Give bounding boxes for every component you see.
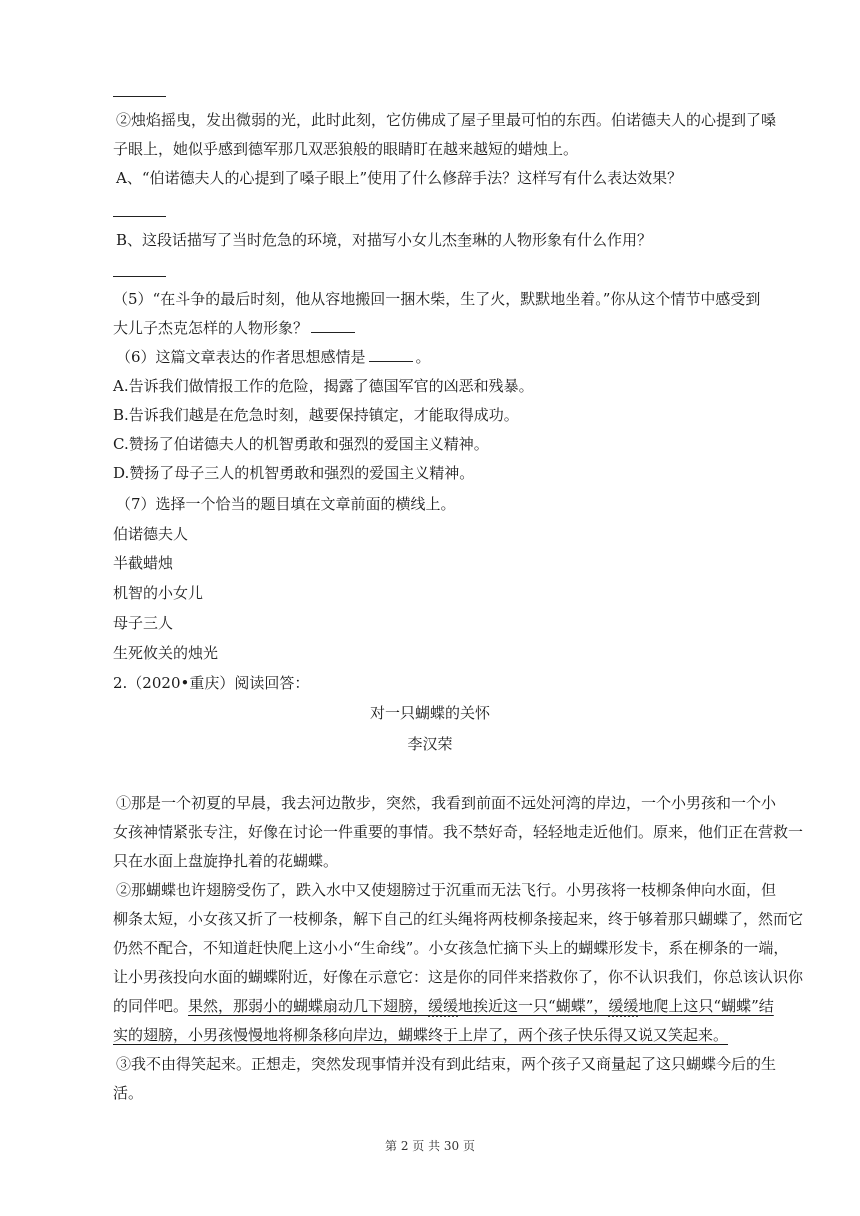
title-choice: 机智的小女儿 — [113, 584, 204, 602]
answer-blank — [113, 216, 166, 217]
title-choice: 伯诺德夫人 — [113, 525, 189, 543]
answer-blank — [311, 318, 355, 333]
article-p2-line-6: 实的翅膀，小男孩慢慢地将柳条移向岸边，蝴蝶终于上岸了，两个孩子快乐得又说又笑起来。 — [113, 1026, 729, 1044]
title-choice: 生死攸关的烛光 — [113, 644, 219, 662]
article-p3-line-1: ③我不由得笑起来。正想走，突然发现事情并没有到此结束，两个孩子又商量起了这只蝴蝶今后的生 — [116, 1055, 777, 1073]
article-p2-line-1: ②那蝴蝶也许翅膀受伤了，跌入水中又使翅膀过于沉重而无法飞行。小男孩将一枝柳条伸向水面，但 — [116, 881, 777, 899]
article-p2-line-5 — [113, 996, 783, 1016]
title-choice: 母子三人 — [113, 614, 174, 632]
article-author: 李汉荣 — [407, 735, 453, 753]
question-a: A、“伯诺德夫人的心提到了嗓子眼上”使用了什么修辞手法？这样写有什么表达效果？ — [116, 169, 683, 187]
paragraph-2-line-2: 子眼上，她似乎感到德军那几双恶狼般的眼睛盯在越来越短的蜡烛上。 — [113, 140, 579, 158]
underlined-segment: 地挨近这一只“蝴蝶”， — [458, 997, 609, 1015]
answer-blank — [369, 347, 413, 362]
option-b: B.告诉我们越是在危急时刻，越要保持镇定，才能取得成功。 — [113, 406, 519, 424]
question-5-text: 大儿子杰克怎样的人物形象？ — [113, 319, 309, 337]
question-7: （7）选择一个恰当的题目填在文章前面的横线上。 — [116, 495, 456, 513]
title-choice: 半截蜡烛 — [113, 554, 174, 572]
question-5-line-1: （5）“在斗争的最后时刻，他从容地搬回一捆木柴，生了火，默默地坐着。”你从这个情节中感受到 — [113, 290, 761, 308]
answer-blank — [113, 96, 166, 97]
question-6-text: （6）这篇文章表达的作者思想感情是 — [116, 348, 366, 366]
underlined-segment: 地爬上这只“蝴蝶”结 — [638, 997, 774, 1015]
article-p3-line-2: 活。 — [113, 1084, 144, 1102]
question-2-header: 2.（2020•重庆）阅读回答： — [113, 674, 310, 692]
plain-text: 的同伴吧。 — [113, 997, 189, 1015]
underlined-segment: 果然，那弱小的蝴蝶扇动几下翅膀， — [188, 997, 429, 1015]
underlined-text — [188, 997, 774, 1015]
paragraph-2-line-1: ②烛焰摇曳，发出微弱的光，此时此刻，它仿佛成了屋子里最可怕的东西。伯诺德夫人的心提到了嗓 — [116, 111, 777, 129]
article-p2-line-3: 仍然不配合，不知道赶快爬上这小小“生命线”。小女孩急忙摘下头上的蝴蝶形发卡，系在柳条的一端， — [113, 939, 789, 957]
question-b: B、这段话描写了当时危急的环境，对描写小女儿杰奎琳的人物形象有什么作用？ — [116, 231, 653, 249]
option-d: D.赞扬了母子三人的机智勇敢和强烈的爱国主义精神。 — [113, 464, 475, 482]
article-p2-line-4: 让小男孩投向水面的蝴蝶附近，好像在示意它：这是你的同伴来搭救你了，你不认识我们，你总该认识你 — [113, 968, 804, 986]
article-title: 对一只蝴蝶的关怀 — [369, 704, 490, 722]
option-c: C.赞扬了伯诺德夫人的机智勇敢和强烈的爱国主义精神。 — [113, 435, 489, 453]
article-p1-line-3: 只在水面上盘旋挣扎着的花蝴蝶。 — [113, 852, 339, 870]
dotted-emphasis: 缓缓 — [608, 997, 639, 1015]
answer-blank — [113, 276, 166, 277]
question-5-line-2 — [113, 318, 783, 338]
page-footer: 第 2 页 共 30 页 — [385, 1139, 475, 1153]
option-a: A.告诉我们做情报工作的危险，揭露了德国军官的凶恶和残暴。 — [113, 377, 534, 395]
dotted-emphasis: 缓缓 — [428, 997, 459, 1015]
article-p1-line-1: ①那是一个初夏的早晨，我去河边散步，突然，我看到前面不远处河湾的岸边，一个小男孩和一个小 — [116, 794, 777, 812]
article-p2-line-2: 柳条太短，小女孩又折了一枝柳条，解下自己的红头绳将两枝柳条接起来，终于够着那只蝴蝶了，然而它 — [113, 910, 804, 928]
question-6-end: 。 — [415, 348, 431, 366]
article-p1-line-2: 女孩神情紧张专注，好像在讨论一件重要的事情。我不禁好奇，轻轻地走近他们。原来，他们正在营救一 — [113, 823, 804, 841]
question-6 — [116, 347, 786, 367]
